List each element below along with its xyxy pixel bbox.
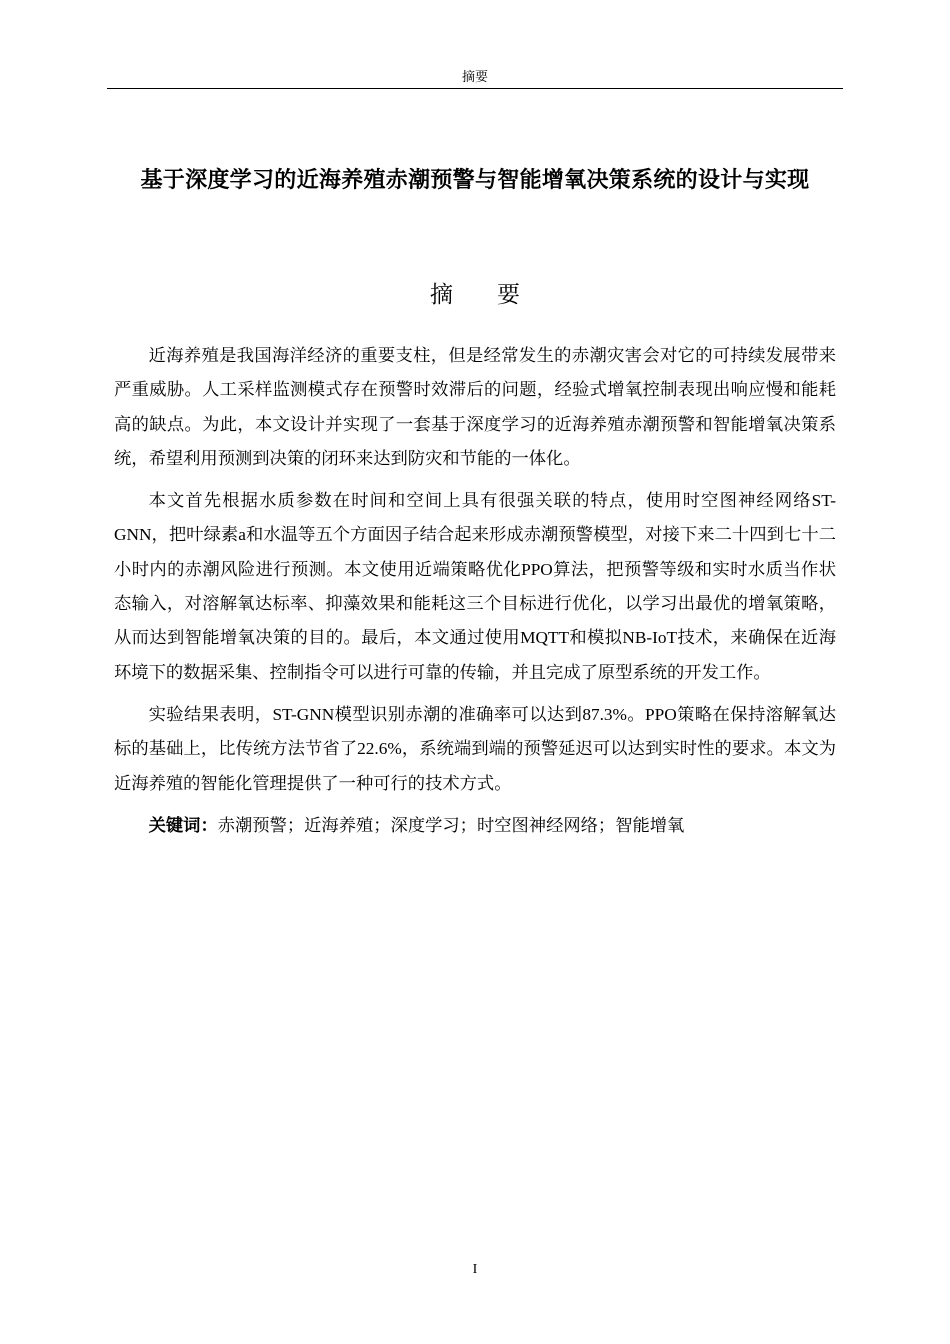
running-header: 摘要 xyxy=(461,70,488,85)
abstract-paragraph: 实验结果表明，ST-GNN模型识别赤潮的准确率可以达到87.3%。PPO策略在保持溶解氧达标的基础上，比传统方法节省了22.6%，系统端到端的预警延迟可以达到实时性的要求。本文为近海养殖的智能化管理提供了一种可行的技术方式。 xyxy=(114,704,836,793)
abstract-heading xyxy=(107,279,843,311)
page-number: I xyxy=(472,1262,478,1277)
keywords-label: 关键词： xyxy=(148,815,218,836)
keywords-list: 赤潮预警；近海养殖；深度学习；时空图神经网络；智能增氧 xyxy=(217,815,685,835)
keywords-line xyxy=(114,809,836,843)
header-divider xyxy=(107,88,843,89)
abstract-heading-char: 要 xyxy=(497,282,520,308)
abstract-heading-char: 摘 xyxy=(430,282,453,308)
abstract-paragraph: 本文首先根据水质参数在时间和空间上具有很强关联的特点，使用时空图神经网络ST-GNN，把叶绿素a和水温等五个方面因子结合起来形成赤潮预警模型，对接下来二十四到七十二小时内的赤潮风险进行预测。本文使用近端策略优化PPO算法，把预警等级和实时水质当作状态输入，对溶解氧达标率、抑藻效果和能耗这三个目标进行优化，以学习出最优的增氧策略，从而达到智能增氧决策的目的。最后，本文通过使用MQTT和模拟NB-IoT技术，来确保在近海环境下的数据采集、控制指令可以进行可靠的传输，并且完成了原型系统的开发工作。 xyxy=(114,491,836,682)
thesis-title: 基于深度学习的近海养殖赤潮预警与智能增氧决策系统的设计与实现 xyxy=(140,168,810,193)
abstract-body xyxy=(114,339,836,843)
abstract-paragraph: 近海养殖是我国海洋经济的重要支柱，但是经常发生的赤潮灾害会对它的可持续发展带来严重威胁。人工采样监测模式存在预警时效滞后的问题，经验式增氧控制表现出响应慢和能耗高的缺点。为此，本文设计并实现了一套基于深度学习的近海养殖赤潮预警和智能增氧决策系统，希望利用预测到决策的闭环来达到防灾和节能的一体化。 xyxy=(114,346,836,468)
